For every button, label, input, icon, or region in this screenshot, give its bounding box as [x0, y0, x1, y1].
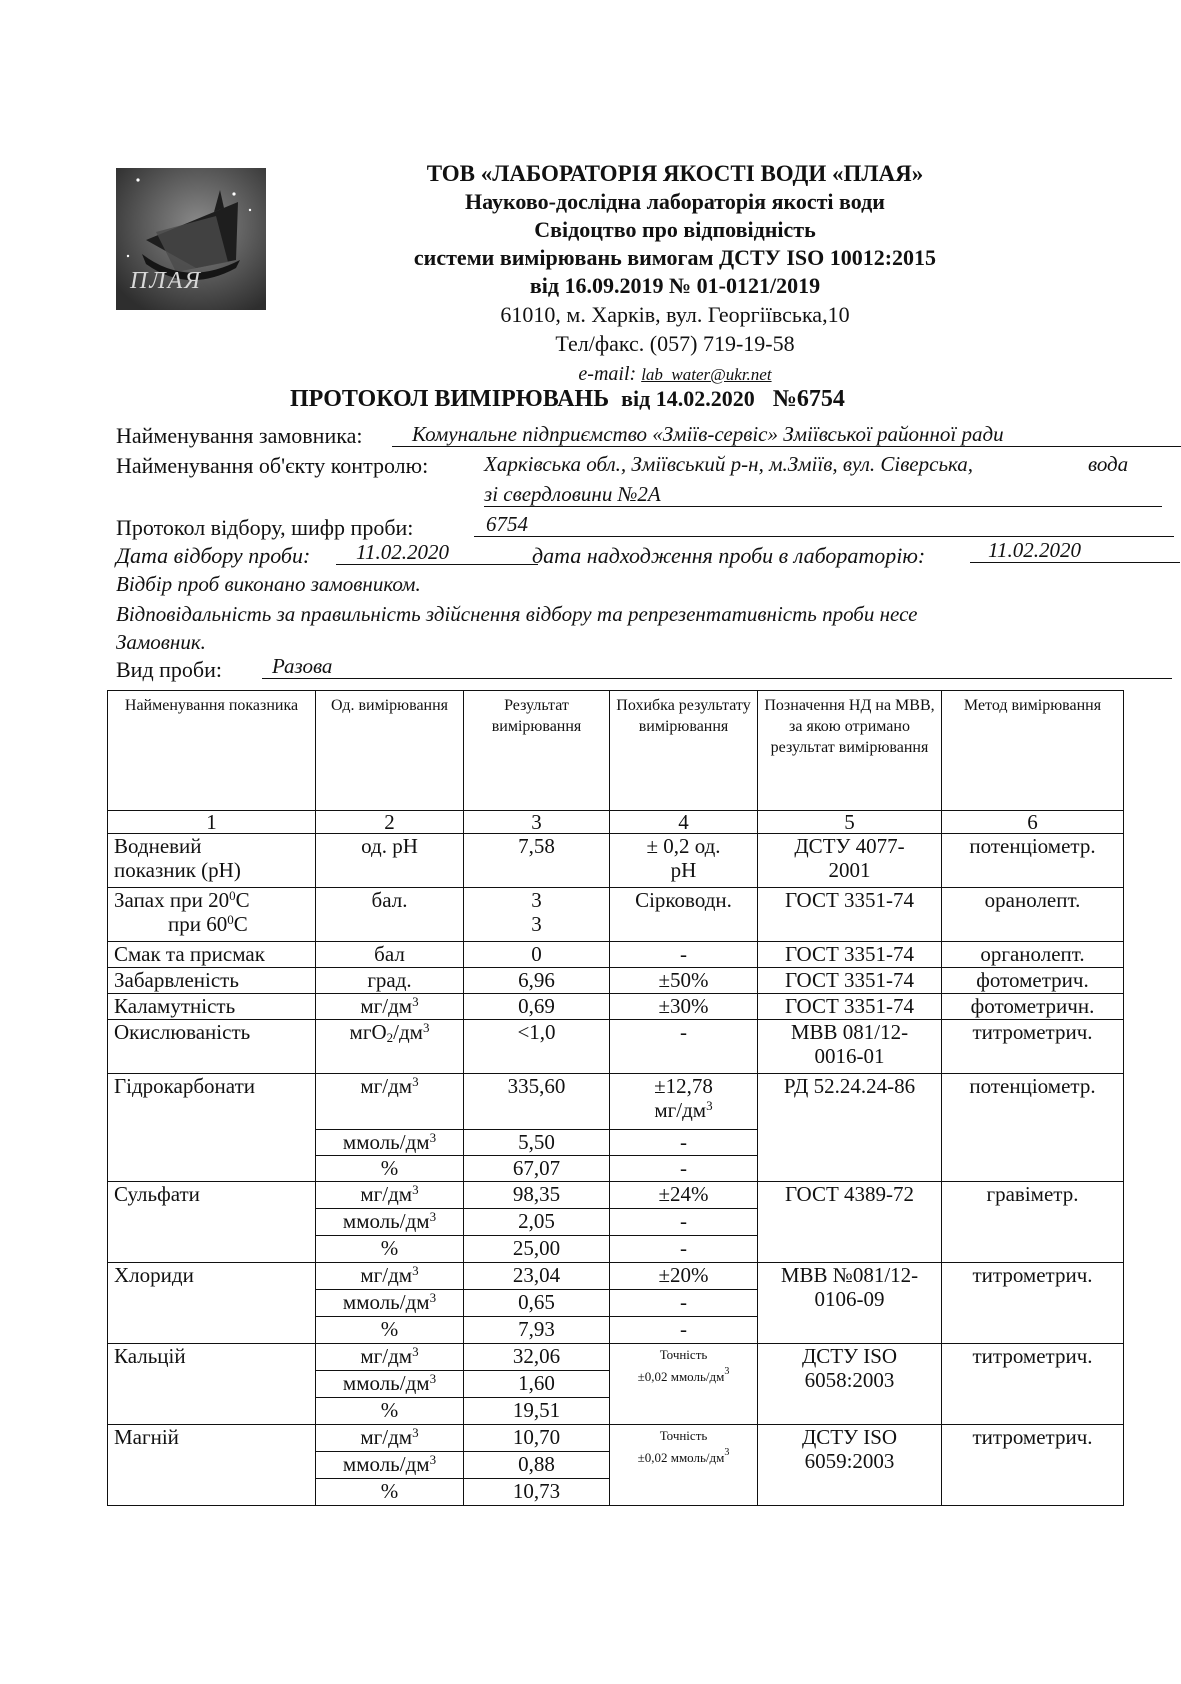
indicator-name: Хлориди	[108, 1263, 316, 1344]
error-cell: Точність ±0,02 ммоль/$дм^3$	[610, 1344, 758, 1425]
col-number: 3	[464, 811, 610, 834]
table-row	[108, 1344, 1124, 1371]
indicator-name: Забарвленість	[108, 968, 316, 994]
indicator-name: Кальцій	[108, 1344, 316, 1425]
indicator-name: Водневий показник (pH)	[108, 834, 316, 888]
col-number: 1	[108, 811, 316, 834]
error-cell: -	[610, 1156, 758, 1182]
result-cell: 0	[464, 942, 610, 968]
result-cell: 98,35	[464, 1182, 610, 1209]
table-row	[108, 968, 1124, 994]
object-label: Найменування об'єкту контролю:	[116, 453, 429, 478]
protocol-number: №6754	[772, 386, 845, 412]
result-cell: 335,60	[464, 1074, 610, 1130]
certificate-date: від 16.09.2019 № 01-0121/2019	[529, 273, 821, 298]
result-cell: 1,60	[464, 1371, 610, 1398]
customer-value: Комунальне підприємство «Зміїв-сервіс» Зміївської районної ради	[392, 422, 1181, 447]
table-row	[108, 1425, 1124, 1452]
object-value-line2: зі свердловини №2А	[484, 482, 1162, 507]
error-cell: -	[610, 1020, 758, 1074]
sampling-date-label: Дата відбору проби:	[116, 543, 311, 568]
nd-cell: ДСТУ ISO 6059:2003	[758, 1425, 942, 1506]
method-cell: фотометрич.	[942, 968, 1124, 994]
header-nd: Позначення НД на МВВ, за якою отримано результат вимірювання	[758, 691, 942, 811]
method-cell: гравіметр.	[942, 1182, 1124, 1263]
col-number: 2	[316, 811, 464, 834]
object-value-water: вода	[1088, 452, 1129, 476]
unit-cell: $мг/дм^3$	[316, 1263, 464, 1290]
nd-cell: РД 52.24.24-86	[758, 1074, 942, 1182]
error-cell: ±24%	[610, 1182, 758, 1209]
result-cell: 7,58	[464, 834, 610, 888]
method-cell: потенціометр.	[942, 1074, 1124, 1182]
arrival-date-value: 11.02.2020	[970, 538, 1180, 563]
result-cell: 3 3	[464, 888, 610, 942]
method-cell: титрометрич.	[942, 1425, 1124, 1506]
nd-cell: ДСТУ 4077- 2001	[758, 834, 942, 888]
table-row	[108, 1074, 1124, 1130]
result-cell: 32,06	[464, 1344, 610, 1371]
table-row	[108, 994, 1124, 1020]
indicator-name: Запах при $20^0С$ при $60^0С$	[108, 888, 316, 942]
method-cell: титрометрич.	[942, 1344, 1124, 1425]
indicator-name: Смак та присмак	[108, 942, 316, 968]
protocol-name: ПРОТОКОЛ ВИМІРЮВАНЬ	[290, 386, 610, 412]
email-label: e-mail:	[578, 363, 637, 385]
indicator-name: Сульфати	[108, 1182, 316, 1263]
method-cell: титрометрич.	[942, 1263, 1124, 1344]
nd-cell: ГОСТ 3351-74	[758, 994, 942, 1020]
method-cell: титрометрич.	[942, 1020, 1124, 1074]
table-row	[108, 1182, 1124, 1209]
object-value-line1: Харківська обл., Зміївський р-н, м.Зміїв, вул. Сіверська,	[484, 452, 974, 476]
email-link[interactable]: lab_water@ukr.net	[641, 365, 772, 384]
indicator-name: Каламутність	[108, 994, 316, 1020]
unit-cell: ммоль/$дм^3$	[316, 1130, 464, 1156]
nd-cell: МВВ №081/12- 0106-09	[758, 1263, 942, 1344]
table-row	[108, 888, 1124, 942]
nd-cell: ГОСТ 4389-72	[758, 1182, 942, 1263]
method-cell: оранолепт.	[942, 888, 1124, 942]
protocol-title	[290, 386, 845, 413]
arrival-date-label: дата надходження проби в лабораторію:	[532, 543, 926, 568]
unit-cell: ммоль/$дм^3$	[316, 1290, 464, 1317]
lab-address: 61010, м. Харків, вул. Георгіївська,10	[500, 302, 850, 327]
result-cell: 10,73	[464, 1479, 610, 1506]
unit-cell: ммоль/$дм^3$	[316, 1209, 464, 1236]
result-cell: 25,00	[464, 1236, 610, 1263]
error-cell: -	[610, 1317, 758, 1344]
sample-protocol-value: 6754	[474, 512, 1174, 537]
indicator-name: Гідрокарбонати	[108, 1074, 316, 1182]
result-cell: 2,05	[464, 1209, 610, 1236]
error-cell: ±50%	[610, 968, 758, 994]
unit-cell: ммоль/$дм^3$	[316, 1452, 464, 1479]
note-responsibility-end: Замовник.	[116, 630, 206, 654]
error-cell: Сірководн.	[610, 888, 758, 942]
unit-cell: $мг/дм^3$	[316, 1344, 464, 1371]
nd-cell: ДСТУ ISO 6058:2003	[758, 1344, 942, 1425]
table-row	[108, 1020, 1124, 1074]
unit-cell: $мг/дм^3$	[316, 1074, 464, 1130]
logo-text: ПЛАЯ	[130, 268, 203, 294]
table-number-row	[108, 811, 1124, 834]
header-result: Результат вимірювання	[464, 691, 610, 811]
col-number: 6	[942, 811, 1124, 834]
method-cell: органолепт.	[942, 942, 1124, 968]
lab-subtitle: Науково-дослідна лабораторія якості води	[465, 189, 885, 214]
error-cell: -	[610, 1236, 758, 1263]
result-cell: 0,65	[464, 1290, 610, 1317]
indicator-name: Окислюваність	[108, 1020, 316, 1074]
sampling-date-value: 11.02.2020	[336, 540, 538, 565]
unit-cell: $мгО_2/дм^3$	[316, 1020, 464, 1074]
unit-cell: бал.	[316, 888, 464, 942]
results-table	[107, 690, 1124, 1506]
sample-type-label: Вид проби:	[116, 657, 222, 682]
error-cell: ± 0,2 од. pH	[610, 834, 758, 888]
unit-cell: %	[316, 1398, 464, 1425]
error-cell: -	[610, 1130, 758, 1156]
unit-cell: од. pH	[316, 834, 464, 888]
header-indicator: Найменування показника	[108, 691, 316, 811]
result-cell: <1,0	[464, 1020, 610, 1074]
header-unit: Од. вимірювання	[316, 691, 464, 811]
header-method: Метод вимірювання	[942, 691, 1124, 811]
col-number: 4	[610, 811, 758, 834]
error-cell: -	[610, 1209, 758, 1236]
indicator-name: Магній	[108, 1425, 316, 1506]
unit-cell: $мг/дм^3$	[316, 1425, 464, 1452]
unit-cell: %	[316, 1236, 464, 1263]
error-cell: ±12,78 $мг/дм^3$	[610, 1074, 758, 1130]
unit-cell: град.	[316, 968, 464, 994]
result-cell: 6,96	[464, 968, 610, 994]
result-cell: 23,04	[464, 1263, 610, 1290]
unit-cell: ммоль/$дм^3$	[316, 1371, 464, 1398]
lab-email-line	[350, 360, 1000, 389]
result-cell: 5,50	[464, 1130, 610, 1156]
unit-cell: %	[316, 1479, 464, 1506]
nd-cell: ГОСТ 3351-74	[758, 942, 942, 968]
result-cell: 67,07	[464, 1156, 610, 1182]
unit-cell: $мг/дм^3$	[316, 1182, 464, 1209]
sample-type-value: Разова	[262, 654, 1172, 679]
unit-cell: $мг/дм^3$	[316, 994, 464, 1020]
header-error: Похибка результату вимірювання	[610, 691, 758, 811]
customer-label: Найменування замовника:	[116, 423, 363, 448]
table-header-row	[108, 691, 1124, 811]
nd-cell: ГОСТ 3351-74	[758, 888, 942, 942]
result-cell: 19,51	[464, 1398, 610, 1425]
nd-cell: ГОСТ 3351-74	[758, 968, 942, 994]
certificate-title: Свідоцтво про відповідність	[534, 217, 816, 242]
table-row	[108, 942, 1124, 968]
lab-logo	[116, 168, 266, 310]
table-row	[108, 1263, 1124, 1290]
table-row	[108, 834, 1124, 888]
result-cell: 7,93	[464, 1317, 610, 1344]
lab-phone: Тел/факс. (057) 719-19-58	[555, 331, 795, 356]
note-responsibility: Відповідальність за правильність здійснення відбору та репрезентативність проби несе	[116, 602, 918, 626]
error-cell: -	[610, 1290, 758, 1317]
sample-protocol-label: Протокол відбору, шифр проби:	[116, 515, 414, 540]
protocol-date: від 14.02.2020	[621, 386, 755, 411]
note-sampling: Відбір проб виконано замовником.	[116, 572, 421, 596]
col-number: 5	[758, 811, 942, 834]
error-cell: ±20%	[610, 1263, 758, 1290]
unit-cell: %	[316, 1317, 464, 1344]
result-cell: 0,69	[464, 994, 610, 1020]
unit-cell: бал	[316, 942, 464, 968]
method-cell: фотометричн.	[942, 994, 1124, 1020]
method-cell: потенціометр.	[942, 834, 1124, 888]
result-cell: 0,88	[464, 1452, 610, 1479]
certificate-standard: системи вимірювань вимогам ДСТУ ISO 10012:2015	[413, 245, 937, 270]
result-cell: 10,70	[464, 1425, 610, 1452]
error-cell: ±30%	[610, 994, 758, 1020]
error-cell: Точність ±0,02 ммоль/$дм^3$	[610, 1425, 758, 1506]
error-cell: -	[610, 942, 758, 968]
nd-cell: МВВ 081/12- 0016-01	[758, 1020, 942, 1074]
lab-name: ТОВ «ЛАБОРАТОРІЯ ЯКОСТІ ВОДИ «ПЛАЯ»	[426, 161, 924, 186]
unit-cell: %	[316, 1156, 464, 1182]
